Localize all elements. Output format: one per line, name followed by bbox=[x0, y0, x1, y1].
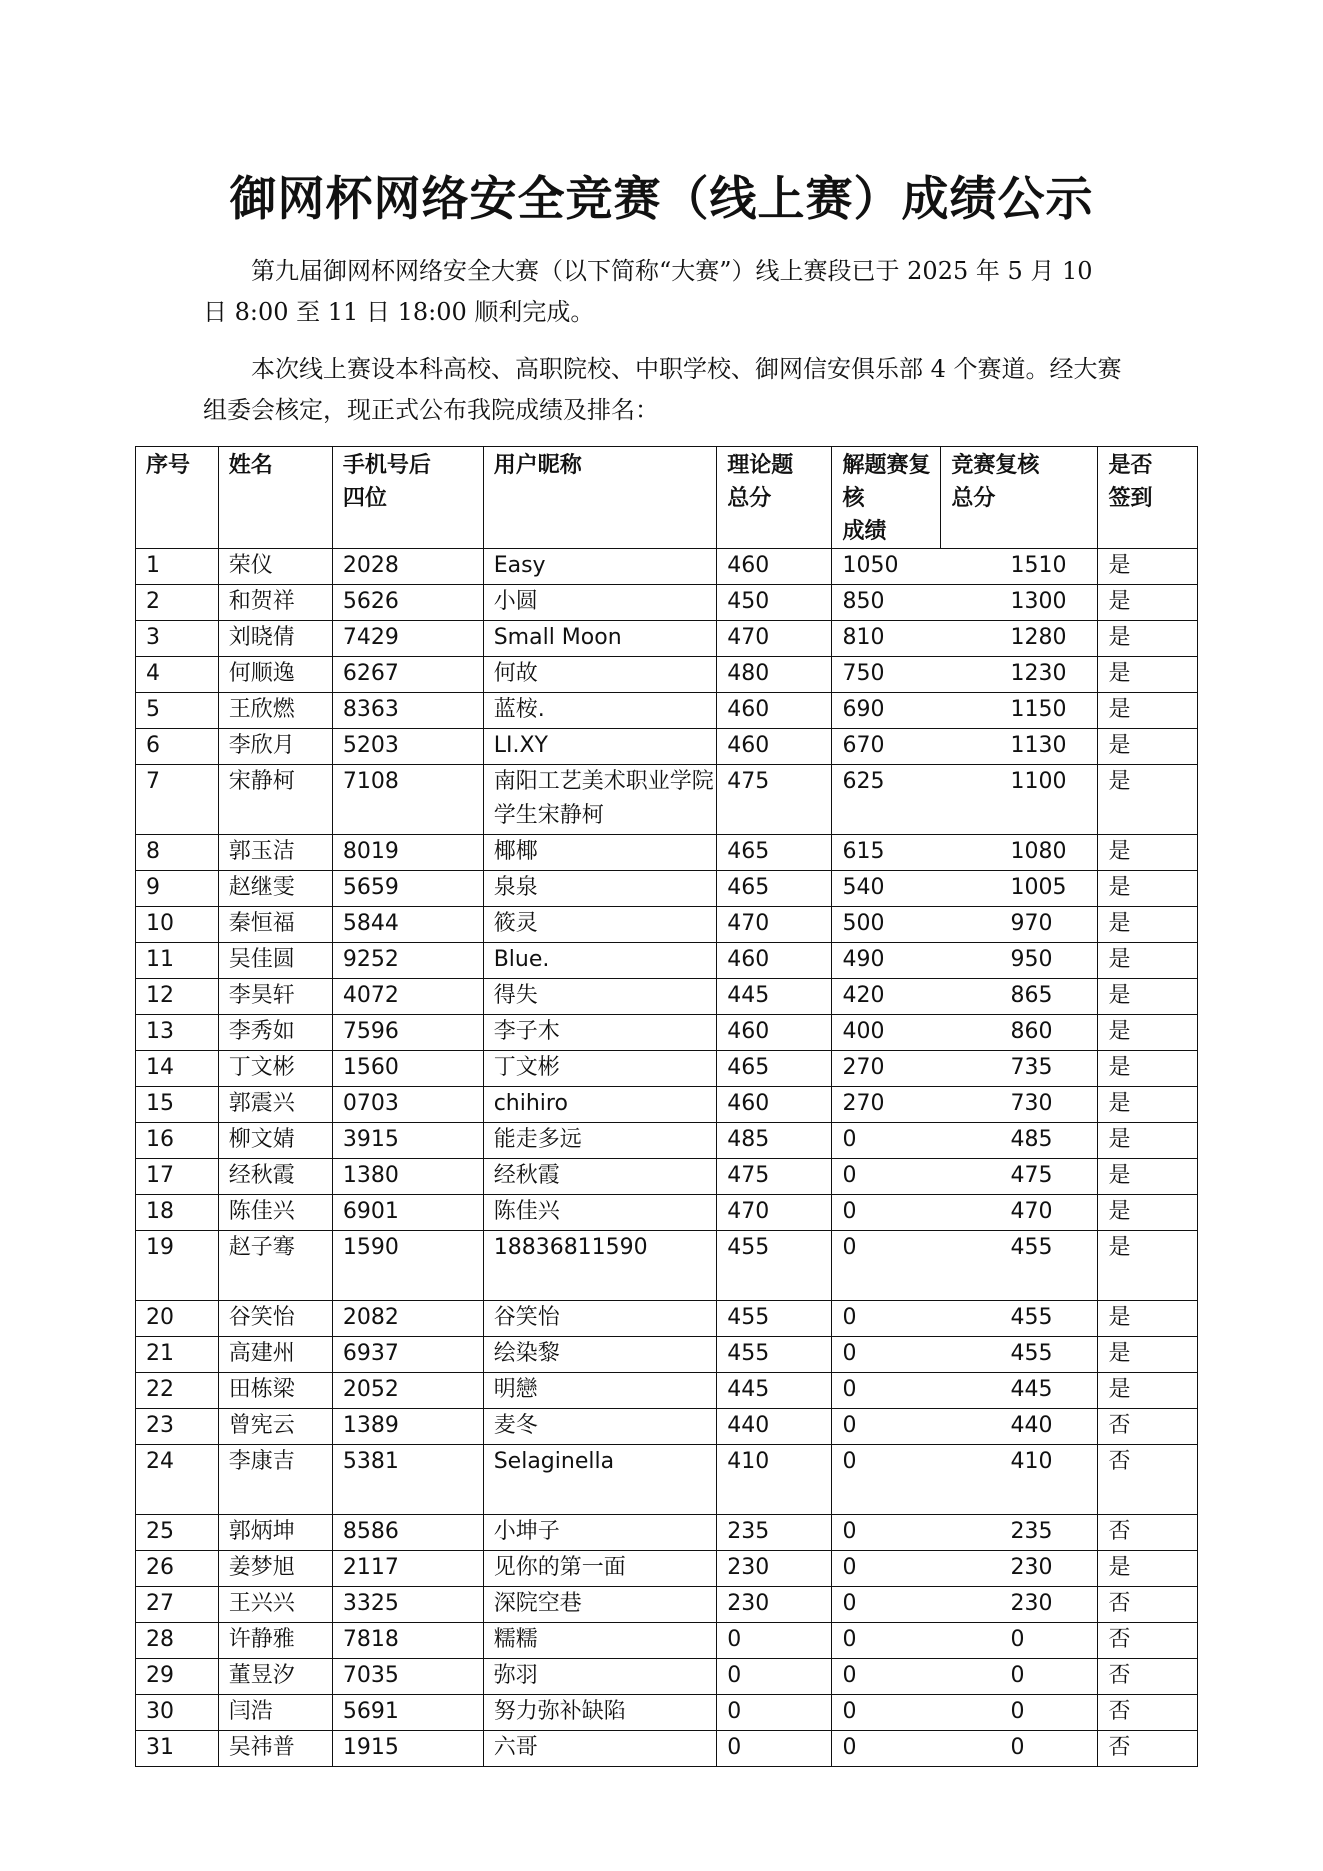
cell-theory-score: 470 bbox=[717, 621, 832, 657]
cell-phone-last4: 7108 bbox=[332, 765, 483, 835]
header-phone-last4: 手机号后 四位 bbox=[332, 447, 483, 549]
cell-theory-score: 480 bbox=[717, 657, 832, 693]
cell-nickname: 蓝桉. bbox=[483, 693, 717, 729]
cell-total-score: 0 bbox=[1001, 1731, 1098, 1767]
cell-name: 刘晓倩 bbox=[218, 621, 332, 657]
table-row bbox=[136, 1301, 1198, 1337]
cell-total-score: 440 bbox=[1001, 1409, 1098, 1445]
cell-total-score: 1005 bbox=[1001, 871, 1098, 907]
cell-name: 王欣燃 bbox=[218, 693, 332, 729]
table-row bbox=[136, 1231, 1198, 1301]
cell-ctf-review-score: 0 bbox=[832, 1659, 1001, 1695]
cell-index: 29 bbox=[136, 1659, 219, 1695]
cell-total-score: 0 bbox=[1001, 1659, 1098, 1695]
cell-total-score: 950 bbox=[1001, 943, 1098, 979]
cell-checked-in: 否 bbox=[1098, 1731, 1198, 1767]
cell-nickname: 明戀 bbox=[483, 1373, 717, 1409]
cell-total-score: 1510 bbox=[1001, 549, 1098, 585]
cell-checked-in: 是 bbox=[1098, 621, 1198, 657]
cell-nickname: 麦冬 bbox=[483, 1409, 717, 1445]
cell-ctf-review-score: 1050 bbox=[832, 549, 1001, 585]
cell-checked-in: 是 bbox=[1098, 1337, 1198, 1373]
table-row bbox=[136, 835, 1198, 871]
cell-name: 李康吉 bbox=[218, 1445, 332, 1515]
cell-name: 秦恒福 bbox=[218, 907, 332, 943]
cell-phone-last4: 2117 bbox=[332, 1551, 483, 1587]
cell-nickname: Small Moon bbox=[483, 621, 717, 657]
cell-index: 25 bbox=[136, 1515, 219, 1551]
cell-total-score: 455 bbox=[1001, 1337, 1098, 1373]
cell-name: 陈佳兴 bbox=[218, 1195, 332, 1231]
cell-name: 荣仪 bbox=[218, 549, 332, 585]
cell-checked-in: 是 bbox=[1098, 1159, 1198, 1195]
cell-checked-in: 否 bbox=[1098, 1515, 1198, 1551]
table-row bbox=[136, 1373, 1198, 1409]
cell-ctf-review-score: 750 bbox=[832, 657, 1001, 693]
cell-checked-in: 否 bbox=[1098, 1587, 1198, 1623]
cell-total-score: 860 bbox=[1001, 1015, 1098, 1051]
cell-index: 23 bbox=[136, 1409, 219, 1445]
cell-name: 许静雅 bbox=[218, 1623, 332, 1659]
table-row bbox=[136, 1445, 1198, 1515]
cell-index: 20 bbox=[136, 1301, 219, 1337]
table-row bbox=[136, 979, 1198, 1015]
cell-total-score: 1300 bbox=[1001, 585, 1098, 621]
cell-name: 董昱汐 bbox=[218, 1659, 332, 1695]
cell-total-score: 0 bbox=[1001, 1623, 1098, 1659]
table-row bbox=[136, 1695, 1198, 1731]
cell-checked-in: 是 bbox=[1098, 585, 1198, 621]
cell-checked-in: 是 bbox=[1098, 907, 1198, 943]
cell-name: 经秋霞 bbox=[218, 1159, 332, 1195]
cell-nickname: 18836811590 bbox=[483, 1231, 717, 1301]
cell-checked-in: 是 bbox=[1098, 1123, 1198, 1159]
table-row bbox=[136, 943, 1198, 979]
cell-index: 18 bbox=[136, 1195, 219, 1231]
cell-name: 赵继雯 bbox=[218, 871, 332, 907]
table-row bbox=[136, 1623, 1198, 1659]
cell-nickname: 经秋霞 bbox=[483, 1159, 717, 1195]
cell-phone-last4: 1560 bbox=[332, 1051, 483, 1087]
cell-total-score: 235 bbox=[1001, 1515, 1098, 1551]
cell-theory-score: 0 bbox=[717, 1659, 832, 1695]
cell-ctf-review-score: 500 bbox=[832, 907, 1001, 943]
table-body bbox=[136, 549, 1198, 1767]
cell-total-score: 1100 bbox=[1001, 765, 1098, 835]
cell-checked-in: 否 bbox=[1098, 1409, 1198, 1445]
cell-nickname: 六哥 bbox=[483, 1731, 717, 1767]
cell-nickname: 得失 bbox=[483, 979, 717, 1015]
cell-ctf-review-score: 270 bbox=[832, 1051, 1001, 1087]
cell-ctf-review-score: 0 bbox=[832, 1515, 1001, 1551]
cell-nickname: 绘染黎 bbox=[483, 1337, 717, 1373]
document-title: 御网杯网络安全竞赛（线上赛）成绩公示 bbox=[229, 172, 1094, 227]
cell-total-score: 0 bbox=[1001, 1695, 1098, 1731]
cell-ctf-review-score: 670 bbox=[832, 729, 1001, 765]
cell-total-score: 230 bbox=[1001, 1587, 1098, 1623]
table-header-row bbox=[136, 447, 1198, 549]
cell-checked-in: 是 bbox=[1098, 1301, 1198, 1337]
cell-name: 吴佳圆 bbox=[218, 943, 332, 979]
cell-index: 13 bbox=[136, 1015, 219, 1051]
cell-total-score: 1280 bbox=[1001, 621, 1098, 657]
cell-nickname: 小圆 bbox=[483, 585, 717, 621]
cell-checked-in: 否 bbox=[1098, 1695, 1198, 1731]
cell-theory-score: 475 bbox=[717, 1159, 832, 1195]
cell-nickname: Selaginella bbox=[483, 1445, 717, 1515]
table-row bbox=[136, 765, 1198, 835]
table-row bbox=[136, 729, 1198, 765]
cell-total-score: 1130 bbox=[1001, 729, 1098, 765]
cell-phone-last4: 1380 bbox=[332, 1159, 483, 1195]
table-row bbox=[136, 1195, 1198, 1231]
cell-index: 19 bbox=[136, 1231, 219, 1301]
cell-phone-last4: 5381 bbox=[332, 1445, 483, 1515]
cell-name: 王兴兴 bbox=[218, 1587, 332, 1623]
cell-ctf-review-score: 0 bbox=[832, 1695, 1001, 1731]
table-row bbox=[136, 1659, 1198, 1695]
cell-nickname: 椰椰 bbox=[483, 835, 717, 871]
cell-checked-in: 是 bbox=[1098, 1551, 1198, 1587]
cell-phone-last4: 5691 bbox=[332, 1695, 483, 1731]
cell-ctf-review-score: 0 bbox=[832, 1337, 1001, 1373]
cell-index: 31 bbox=[136, 1731, 219, 1767]
cell-index: 21 bbox=[136, 1337, 219, 1373]
cell-name: 丁文彬 bbox=[218, 1051, 332, 1087]
cell-nickname: 糯糯 bbox=[483, 1623, 717, 1659]
cell-name: 闫浩 bbox=[218, 1695, 332, 1731]
table-row bbox=[136, 1159, 1198, 1195]
cell-phone-last4: 0703 bbox=[332, 1087, 483, 1123]
cell-theory-score: 230 bbox=[717, 1551, 832, 1587]
cell-total-score: 445 bbox=[1001, 1373, 1098, 1409]
cell-theory-score: 460 bbox=[717, 729, 832, 765]
cell-nickname: 见你的第一面 bbox=[483, 1551, 717, 1587]
cell-theory-score: 440 bbox=[717, 1409, 832, 1445]
cell-theory-score: 475 bbox=[717, 765, 832, 835]
cell-index: 24 bbox=[136, 1445, 219, 1515]
cell-nickname: LI.XY bbox=[483, 729, 717, 765]
cell-checked-in: 是 bbox=[1098, 657, 1198, 693]
cell-checked-in: 是 bbox=[1098, 871, 1198, 907]
table-row bbox=[136, 1731, 1198, 1767]
cell-total-score: 455 bbox=[1001, 1231, 1098, 1301]
table-row bbox=[136, 549, 1198, 585]
cell-ctf-review-score: 0 bbox=[832, 1731, 1001, 1767]
cell-index: 27 bbox=[136, 1587, 219, 1623]
cell-total-score: 1080 bbox=[1001, 835, 1098, 871]
cell-phone-last4: 1915 bbox=[332, 1731, 483, 1767]
cell-phone-last4: 1389 bbox=[332, 1409, 483, 1445]
cell-total-score: 1230 bbox=[1001, 657, 1098, 693]
header-checked-in: 是否 签到 bbox=[1098, 447, 1198, 549]
cell-theory-score: 455 bbox=[717, 1337, 832, 1373]
cell-total-score: 865 bbox=[1001, 979, 1098, 1015]
table-row bbox=[136, 1051, 1198, 1087]
cell-name: 田栋梁 bbox=[218, 1373, 332, 1409]
table-row bbox=[136, 657, 1198, 693]
cell-theory-score: 470 bbox=[717, 907, 832, 943]
cell-nickname: 李子木 bbox=[483, 1015, 717, 1051]
cell-checked-in: 是 bbox=[1098, 765, 1198, 835]
cell-total-score: 410 bbox=[1001, 1445, 1098, 1515]
cell-phone-last4: 2028 bbox=[332, 549, 483, 585]
cell-name: 李欣月 bbox=[218, 729, 332, 765]
cell-theory-score: 0 bbox=[717, 1695, 832, 1731]
cell-total-score: 730 bbox=[1001, 1087, 1098, 1123]
cell-checked-in: 否 bbox=[1098, 1623, 1198, 1659]
cell-phone-last4: 3325 bbox=[332, 1587, 483, 1623]
cell-ctf-review-score: 0 bbox=[832, 1195, 1001, 1231]
intro-paragraph: 第九届御网杯网络安全大赛（以下简称“大赛”）线上赛段已于 2025 年 5 月 10 日 8:00 至 11 日 18:00 顺利完成。 bbox=[203, 257, 1093, 326]
cell-nickname: 能走多远 bbox=[483, 1123, 717, 1159]
cell-theory-score: 235 bbox=[717, 1515, 832, 1551]
cell-nickname: 深院空巷 bbox=[483, 1587, 717, 1623]
cell-ctf-review-score: 0 bbox=[832, 1231, 1001, 1301]
cell-total-score: 485 bbox=[1001, 1123, 1098, 1159]
header-name: 姓名 bbox=[218, 447, 332, 549]
table-row bbox=[136, 907, 1198, 943]
cell-checked-in: 是 bbox=[1098, 835, 1198, 871]
table-row bbox=[136, 1087, 1198, 1123]
cell-index: 2 bbox=[136, 585, 219, 621]
cell-theory-score: 465 bbox=[717, 1051, 832, 1087]
cell-theory-score: 0 bbox=[717, 1731, 832, 1767]
cell-checked-in: 是 bbox=[1098, 979, 1198, 1015]
cell-nickname: 陈佳兴 bbox=[483, 1195, 717, 1231]
cell-nickname: 弥羽 bbox=[483, 1659, 717, 1695]
cell-phone-last4: 1590 bbox=[332, 1231, 483, 1301]
cell-ctf-review-score: 0 bbox=[832, 1373, 1001, 1409]
cell-ctf-review-score: 420 bbox=[832, 979, 1001, 1015]
cell-checked-in: 是 bbox=[1098, 1087, 1198, 1123]
cell-phone-last4: 5203 bbox=[332, 729, 483, 765]
cell-ctf-review-score: 270 bbox=[832, 1087, 1001, 1123]
cell-ctf-review-score: 540 bbox=[832, 871, 1001, 907]
cell-name: 和贺祥 bbox=[218, 585, 332, 621]
cell-ctf-review-score: 0 bbox=[832, 1123, 1001, 1159]
cell-ctf-review-score: 0 bbox=[832, 1159, 1001, 1195]
cell-ctf-review-score: 690 bbox=[832, 693, 1001, 729]
cell-checked-in: 是 bbox=[1098, 1051, 1198, 1087]
cell-theory-score: 465 bbox=[717, 835, 832, 871]
header-total-review-score: 竞赛复核 总分 bbox=[941, 447, 1098, 549]
cell-phone-last4: 6267 bbox=[332, 657, 483, 693]
cell-checked-in: 是 bbox=[1098, 943, 1198, 979]
cell-name: 高建州 bbox=[218, 1337, 332, 1373]
cell-theory-score: 410 bbox=[717, 1445, 832, 1515]
cell-checked-in: 是 bbox=[1098, 1373, 1198, 1409]
cell-nickname: 小坤子 bbox=[483, 1515, 717, 1551]
cell-name: 柳文婧 bbox=[218, 1123, 332, 1159]
cell-theory-score: 485 bbox=[717, 1123, 832, 1159]
cell-nickname: 筱灵 bbox=[483, 907, 717, 943]
cell-index: 7 bbox=[136, 765, 219, 835]
cell-ctf-review-score: 0 bbox=[832, 1587, 1001, 1623]
table-row bbox=[136, 1515, 1198, 1551]
cell-ctf-review-score: 0 bbox=[832, 1409, 1001, 1445]
cell-ctf-review-score: 0 bbox=[832, 1445, 1001, 1515]
cell-index: 22 bbox=[136, 1373, 219, 1409]
cell-name: 宋静柯 bbox=[218, 765, 332, 835]
cell-theory-score: 460 bbox=[717, 1015, 832, 1051]
cell-name: 何顺逸 bbox=[218, 657, 332, 693]
cell-name: 李秀如 bbox=[218, 1015, 332, 1051]
cell-ctf-review-score: 490 bbox=[832, 943, 1001, 979]
cell-name: 曾宪云 bbox=[218, 1409, 332, 1445]
cell-nickname: Easy bbox=[483, 549, 717, 585]
cell-index: 17 bbox=[136, 1159, 219, 1195]
cell-theory-score: 470 bbox=[717, 1195, 832, 1231]
cell-ctf-review-score: 810 bbox=[832, 621, 1001, 657]
cell-ctf-review-score: 400 bbox=[832, 1015, 1001, 1051]
cell-phone-last4: 7818 bbox=[332, 1623, 483, 1659]
cell-index: 26 bbox=[136, 1551, 219, 1587]
cell-name: 郭炳坤 bbox=[218, 1515, 332, 1551]
cell-phone-last4: 5659 bbox=[332, 871, 483, 907]
table-row bbox=[136, 1337, 1198, 1373]
cell-theory-score: 0 bbox=[717, 1623, 832, 1659]
track-paragraph: 本次线上赛设本科高校、高职院校、中职学校、御网信安俱乐部 4 个赛道。经大赛组委会核定，现正式公布我院成绩及排名： bbox=[203, 355, 1122, 424]
cell-name: 赵子骞 bbox=[218, 1231, 332, 1301]
cell-phone-last4: 5626 bbox=[332, 585, 483, 621]
cell-index: 30 bbox=[136, 1695, 219, 1731]
cell-nickname: 丁文彬 bbox=[483, 1051, 717, 1087]
cell-total-score: 455 bbox=[1001, 1301, 1098, 1337]
cell-phone-last4: 8019 bbox=[332, 835, 483, 871]
cell-name: 姜梦旭 bbox=[218, 1551, 332, 1587]
cell-index: 1 bbox=[136, 549, 219, 585]
cell-phone-last4: 6901 bbox=[332, 1195, 483, 1231]
cell-total-score: 475 bbox=[1001, 1159, 1098, 1195]
cell-ctf-review-score: 615 bbox=[832, 835, 1001, 871]
cell-checked-in: 否 bbox=[1098, 1659, 1198, 1695]
cell-index: 5 bbox=[136, 693, 219, 729]
cell-checked-in: 是 bbox=[1098, 1015, 1198, 1051]
cell-checked-in: 是 bbox=[1098, 729, 1198, 765]
cell-index: 16 bbox=[136, 1123, 219, 1159]
cell-name: 郭震兴 bbox=[218, 1087, 332, 1123]
cell-phone-last4: 8363 bbox=[332, 693, 483, 729]
cell-index: 6 bbox=[136, 729, 219, 765]
header-index: 序号 bbox=[136, 447, 219, 549]
cell-nickname: chihiro bbox=[483, 1087, 717, 1123]
cell-phone-last4: 7596 bbox=[332, 1015, 483, 1051]
cell-theory-score: 450 bbox=[717, 585, 832, 621]
cell-index: 28 bbox=[136, 1623, 219, 1659]
cell-total-score: 470 bbox=[1001, 1195, 1098, 1231]
cell-nickname: Blue. bbox=[483, 943, 717, 979]
cell-checked-in: 否 bbox=[1098, 1445, 1198, 1515]
cell-nickname: 努力弥补缺陷 bbox=[483, 1695, 717, 1731]
cell-name: 谷笑怡 bbox=[218, 1301, 332, 1337]
cell-phone-last4: 2082 bbox=[332, 1301, 483, 1337]
cell-nickname: 何故 bbox=[483, 657, 717, 693]
cell-ctf-review-score: 0 bbox=[832, 1551, 1001, 1587]
cell-phone-last4: 6937 bbox=[332, 1337, 483, 1373]
score-table bbox=[135, 446, 1198, 1767]
cell-phone-last4: 8586 bbox=[332, 1515, 483, 1551]
table-row bbox=[136, 1409, 1198, 1445]
cell-phone-last4: 4072 bbox=[332, 979, 483, 1015]
cell-index: 9 bbox=[136, 871, 219, 907]
cell-ctf-review-score: 0 bbox=[832, 1301, 1001, 1337]
table-row bbox=[136, 585, 1198, 621]
table-row bbox=[136, 1015, 1198, 1051]
cell-index: 4 bbox=[136, 657, 219, 693]
cell-theory-score: 460 bbox=[717, 1087, 832, 1123]
table-row bbox=[136, 621, 1198, 657]
cell-phone-last4: 3915 bbox=[332, 1123, 483, 1159]
cell-name: 郭玉洁 bbox=[218, 835, 332, 871]
cell-ctf-review-score: 850 bbox=[832, 585, 1001, 621]
cell-ctf-review-score: 0 bbox=[832, 1623, 1001, 1659]
cell-theory-score: 465 bbox=[717, 871, 832, 907]
cell-total-score: 230 bbox=[1001, 1551, 1098, 1587]
cell-name: 李昊轩 bbox=[218, 979, 332, 1015]
cell-phone-last4: 7035 bbox=[332, 1659, 483, 1695]
cell-theory-score: 455 bbox=[717, 1231, 832, 1301]
cell-name: 吴祎普 bbox=[218, 1731, 332, 1767]
table-row bbox=[136, 871, 1198, 907]
cell-theory-score: 455 bbox=[717, 1301, 832, 1337]
cell-phone-last4: 9252 bbox=[332, 943, 483, 979]
table-row bbox=[136, 1123, 1198, 1159]
cell-nickname: 谷笑怡 bbox=[483, 1301, 717, 1337]
cell-total-score: 1150 bbox=[1001, 693, 1098, 729]
cell-phone-last4: 2052 bbox=[332, 1373, 483, 1409]
table-row bbox=[136, 1551, 1198, 1587]
cell-index: 3 bbox=[136, 621, 219, 657]
cell-phone-last4: 5844 bbox=[332, 907, 483, 943]
cell-index: 12 bbox=[136, 979, 219, 1015]
table-row bbox=[136, 1587, 1198, 1623]
cell-checked-in: 是 bbox=[1098, 1195, 1198, 1231]
cell-theory-score: 460 bbox=[717, 693, 832, 729]
cell-index: 8 bbox=[136, 835, 219, 871]
cell-theory-score: 230 bbox=[717, 1587, 832, 1623]
header-ctf-review-score: 解题赛复核 成绩 bbox=[832, 447, 941, 549]
cell-index: 10 bbox=[136, 907, 219, 943]
header-nickname: 用户昵称 bbox=[483, 447, 717, 549]
cell-index: 11 bbox=[136, 943, 219, 979]
cell-theory-score: 445 bbox=[717, 1373, 832, 1409]
cell-total-score: 970 bbox=[1001, 907, 1098, 943]
cell-checked-in: 是 bbox=[1098, 1231, 1198, 1301]
cell-checked-in: 是 bbox=[1098, 549, 1198, 585]
cell-theory-score: 445 bbox=[717, 979, 832, 1015]
cell-checked-in: 是 bbox=[1098, 693, 1198, 729]
cell-index: 15 bbox=[136, 1087, 219, 1123]
table-row bbox=[136, 693, 1198, 729]
cell-phone-last4: 7429 bbox=[332, 621, 483, 657]
cell-nickname: 南阳工艺美术职业学院学生宋静柯 bbox=[483, 765, 717, 835]
cell-theory-score: 460 bbox=[717, 943, 832, 979]
header-theory-score: 理论题 总分 bbox=[717, 447, 832, 549]
cell-total-score: 735 bbox=[1001, 1051, 1098, 1087]
cell-ctf-review-score: 625 bbox=[832, 765, 1001, 835]
cell-theory-score: 460 bbox=[717, 549, 832, 585]
cell-index: 14 bbox=[136, 1051, 219, 1087]
cell-nickname: 泉泉 bbox=[483, 871, 717, 907]
